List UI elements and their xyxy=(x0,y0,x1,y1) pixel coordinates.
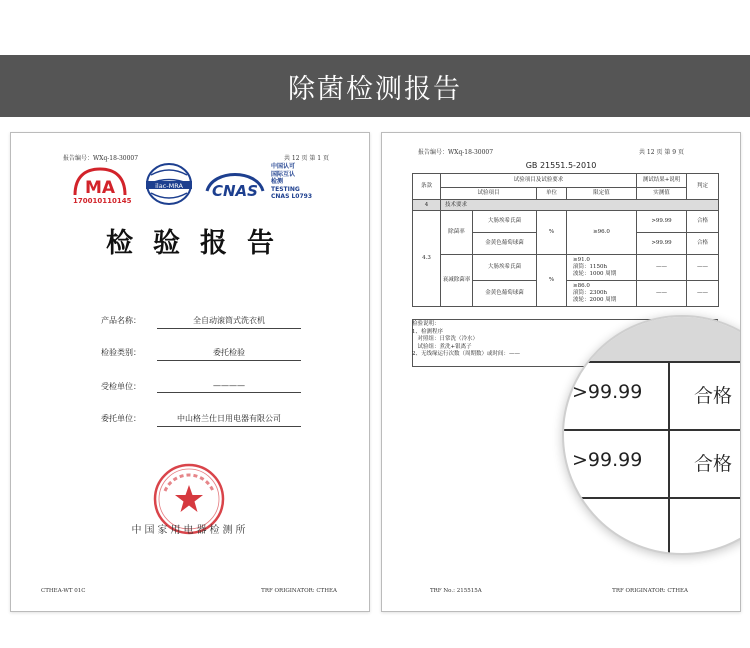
footer-originator: TRF ORIGINATOR: CTHEA xyxy=(261,588,337,594)
field-label: 产品名称： xyxy=(101,316,141,325)
limit-line: ≥86.0 xyxy=(573,283,590,289)
footer-form-code: CTHEA-WT 01C xyxy=(41,588,86,594)
field-value: 中山格兰仕日用电器有限公司 xyxy=(157,413,301,427)
rate-cell: 除菌率 xyxy=(441,211,473,255)
bacteria-cell: 金黄色葡萄球菌 xyxy=(473,233,537,255)
header-test-item: 试验项目 xyxy=(441,188,537,200)
note-line: 检验说明： xyxy=(412,321,440,327)
magnified-results xyxy=(562,315,741,555)
report-number: 报告编号：WXq-18-30007 xyxy=(63,155,139,162)
issuing-institute: 中国家用电器检测所 xyxy=(131,525,249,536)
measured-cell: >99.99 xyxy=(637,233,687,255)
field-label: 委托单位： xyxy=(101,414,141,423)
inspection-report-cover xyxy=(10,132,370,612)
footer-trf-number: TRF No.: 215515A xyxy=(430,588,482,594)
cnas-side-line: 国际互认 xyxy=(271,170,296,178)
cnas-side-line: CNAS L0793 xyxy=(271,193,313,200)
certification-logos xyxy=(71,161,321,211)
cma-number: 170010110145 xyxy=(73,197,132,205)
measured-cell: >99.99 xyxy=(637,211,687,233)
header-limit: 限定值 xyxy=(567,188,637,200)
field-label: 检验类别： xyxy=(101,348,141,357)
limit-line: ≥91.0 xyxy=(573,257,590,263)
measured-cell: —— xyxy=(637,281,687,307)
field-label: 受检单位： xyxy=(101,382,141,391)
page-info: 共 12 页 第 9 页 xyxy=(639,149,684,156)
magnified-verdict-2: 合格 xyxy=(694,453,733,475)
header-items: 试验项目及试验要求 xyxy=(441,174,637,188)
limit-line: 滚筒：2300h xyxy=(573,290,608,296)
bacteria-cell: 金黄色葡萄球菌 xyxy=(473,281,537,307)
limit-line: 波轮：2000 周期 xyxy=(573,297,617,303)
header-unit: 单位 xyxy=(537,188,567,200)
table-row xyxy=(413,255,719,281)
report-number: 报告编号：WXq-18-30007 xyxy=(418,149,494,156)
field-value: 委托检验 xyxy=(157,347,301,361)
verdict-cell: 合格 xyxy=(687,233,719,255)
limit-line: 滚筒：1150h xyxy=(573,264,608,270)
note-line: 对照组：日常洗（冷水） xyxy=(412,336,479,342)
magnifier-rule xyxy=(668,361,670,555)
clause-cell: 4 xyxy=(413,200,441,211)
header-result: 测试结果+说明 xyxy=(637,174,687,188)
header-verdict: 判定 xyxy=(687,174,719,200)
unit-cell: % xyxy=(537,211,567,255)
table-row xyxy=(413,174,719,188)
magnifier-rule xyxy=(564,429,741,431)
magnifier-rule xyxy=(564,497,741,499)
results-table xyxy=(412,173,719,307)
magnifier-header-band xyxy=(564,317,741,361)
table-row xyxy=(413,200,719,211)
verdict-cell: —— xyxy=(687,255,719,281)
note-line: 试验组：煮洗+银离子 xyxy=(412,343,472,350)
magnifier-rule xyxy=(564,361,741,363)
cnas-side-text xyxy=(271,163,312,201)
footer-originator: TRF ORIGINATOR: CTHEA xyxy=(612,588,688,594)
magnified-measured-2: >99.99 xyxy=(572,449,643,471)
ilac-text: ilac-MRA xyxy=(155,182,183,190)
cnas-text: CNAS xyxy=(212,182,258,200)
magnified-verdict-1: 合格 xyxy=(694,385,733,407)
measured-cell: —— xyxy=(637,255,687,281)
cnas-side-line: TESTING xyxy=(271,185,300,193)
bacteria-cell: 大肠埃希氏菌 xyxy=(473,211,537,233)
table-row xyxy=(413,188,719,200)
table-row xyxy=(413,211,719,233)
field-client-unit xyxy=(101,411,301,427)
report-title: 检验报告 xyxy=(106,228,294,259)
cnas-side-line: 检测 xyxy=(271,178,284,185)
limit-cell: ≥96.0 xyxy=(567,211,637,255)
header-measured: 实测值 xyxy=(637,188,687,200)
magnified-measured-1: >99.99 xyxy=(572,381,643,403)
note-line: 2、无线缘运行次数（周期数）或时间：—— xyxy=(412,351,521,357)
page-info: 共 12 页 第 1 页 xyxy=(284,155,329,162)
note-line: 1、检测程序 xyxy=(412,328,443,335)
test-results-page xyxy=(381,132,741,612)
field-product-name xyxy=(101,313,301,329)
verdict-cell: —— xyxy=(687,281,719,307)
clause-cell: 4.3 xyxy=(413,211,441,307)
standard-number: GB 21551.5-2010 xyxy=(525,161,597,170)
limit-cell xyxy=(567,281,637,307)
requirement-cell: 技术要求 xyxy=(441,200,719,211)
banner-title: 除菌检测报告 xyxy=(0,55,750,117)
verdict-cell: 合格 xyxy=(687,211,719,233)
field-inspection-type xyxy=(101,345,301,361)
limit-line: 波轮：1000 周期 xyxy=(573,271,617,277)
unit-cell: % xyxy=(537,255,567,307)
svg-text:MA: MA xyxy=(84,178,116,198)
field-inspected-unit xyxy=(101,379,301,395)
cnas-side-line: 中国认可 xyxy=(271,163,296,170)
rate-cell: 衰减除菌率 xyxy=(441,255,473,307)
field-value: ———— xyxy=(157,381,301,393)
limit-cell xyxy=(567,255,637,281)
header-clause: 条款 xyxy=(413,174,441,200)
field-value: 全自动滚筒式洗衣机 xyxy=(157,315,301,329)
bacteria-cell: 大肠埃希氏菌 xyxy=(473,255,537,281)
ilac-mra-logo-icon xyxy=(143,161,195,207)
cnas-logo-icon xyxy=(203,167,267,203)
